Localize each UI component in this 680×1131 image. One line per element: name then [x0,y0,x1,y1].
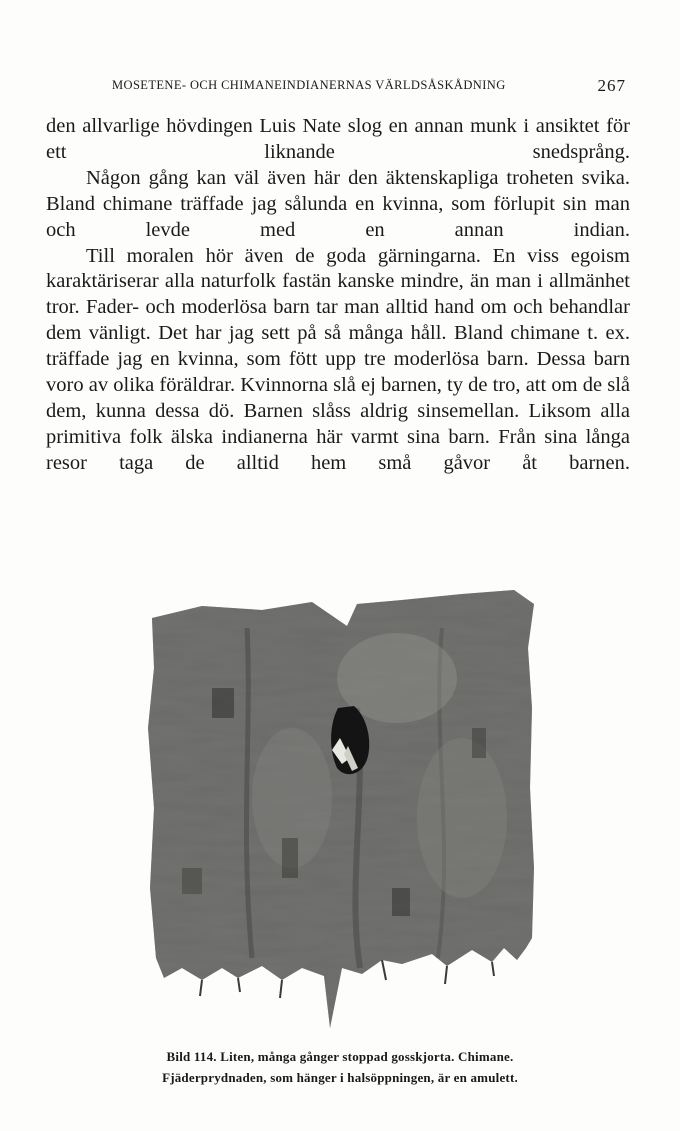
page-number: 267 [597,76,626,95]
figure-caption [80,1046,600,1088]
paragraph-1: den allvarlige hövdingen Luis Nate slog en annan munk i ansiktet för ett liknande snedsprång. [46,115,630,163]
shirt-image [142,588,538,1058]
paragraph-3: Till moralen hör även de goda gärningarna. En viss egoism karaktäriserar alla naturfolk fastän kanske mindre, än man i allmänhet tror. Fader- och moderlösa barn tar man alltid hand om och behandlar dem vänligt. Det har jag sett på så många håll. Bland chimane t. ex. träffade jag en kvinna, som fött upp tre moderlösa barn. Dessa barn voro av olika föräldrar. Kvinnorna slå ej barnen, ty de tro, att om de slå dem, kunna dessa dö. Barnen slåss aldrig sinsemellan. Liksom alla primitiva folk älska indianerna här varmt sina barn. Från sina långa resor taga de alltid hem små gåvor åt barnen. [46,244,630,474]
caption-line-1: Bild 114. Liten, många gånger stoppad gosskjorta. Chimane. [166,1049,514,1064]
paragraph-2: Någon gång kan väl även här den äktenskapliga troheten svika. Bland chimane träffade jag sålunda en kvinna, som förlupit sin man och levde med en annan indian. [46,166,630,241]
shirt-photograph [142,588,538,1058]
running-title: MOSETENE- OCH CHIMANEINDIANERNAS VÄRLDSÅSKÅDNING [112,78,506,92]
body-text [46,114,630,477]
caption-line-2: Fjäderprydnaden, som hänger i halsöppningen, är en amulett. [162,1070,518,1085]
running-header [92,76,632,98]
